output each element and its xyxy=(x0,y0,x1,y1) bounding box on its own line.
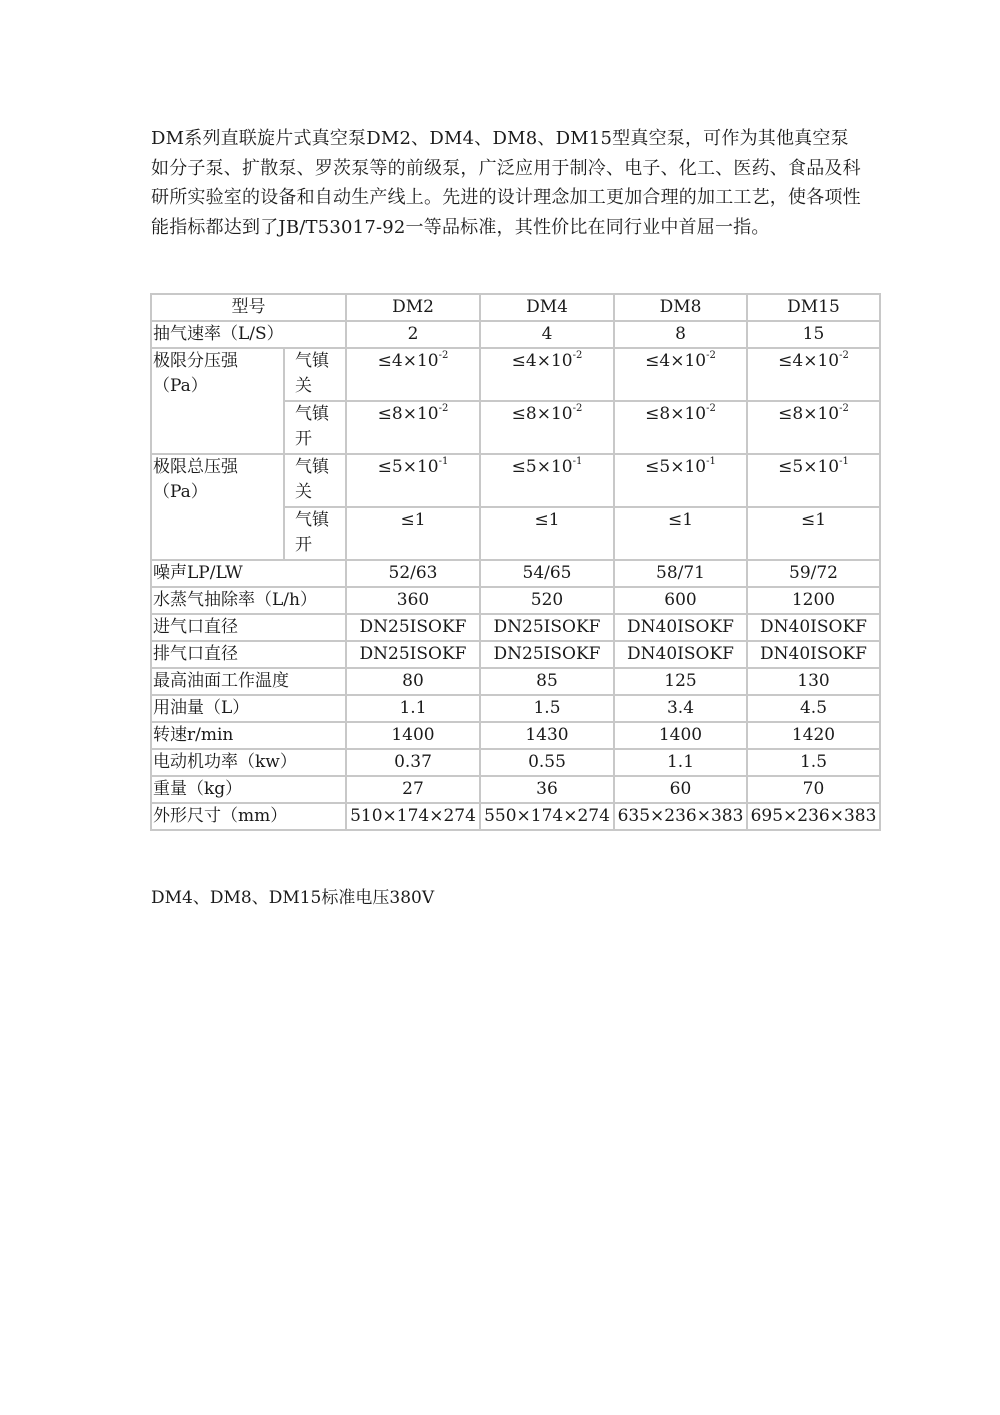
value-cell: DN25ISOKF xyxy=(346,614,480,641)
table-row xyxy=(151,641,880,668)
value-mantissa: ≤5×10 xyxy=(778,457,840,477)
sub-label: 气镇开 xyxy=(284,401,346,454)
table-row xyxy=(151,560,880,587)
value-cell xyxy=(346,454,480,507)
value-cell: 635×236×383 xyxy=(614,803,747,830)
value-cell: DN40ISOKF xyxy=(747,641,880,668)
value-cell: 130 xyxy=(747,668,880,695)
value-cell: 52/63 xyxy=(346,560,480,587)
value-cell xyxy=(346,401,480,454)
value-cell xyxy=(614,348,747,401)
value-cell: 125 xyxy=(614,668,747,695)
value-exponent: -2 xyxy=(572,403,583,414)
value-cell: 3.4 xyxy=(614,695,747,722)
row-label: 电动机功率（kw） xyxy=(151,749,346,776)
value-cell: 1.5 xyxy=(747,749,880,776)
row-label: 进气口直径 xyxy=(151,614,346,641)
value-cell: 54/65 xyxy=(480,560,614,587)
value-mantissa: ≤8×10 xyxy=(511,404,573,424)
value-cell: 59/72 xyxy=(747,560,880,587)
table-row xyxy=(151,776,880,803)
value-cell: 1430 xyxy=(480,722,614,749)
value-cell: 0.55 xyxy=(480,749,614,776)
header-label-cell: 型号 xyxy=(151,294,346,321)
model-cell: DM8 xyxy=(614,294,747,321)
value-cell xyxy=(614,454,747,507)
model-cell: DM15 xyxy=(747,294,880,321)
value-mantissa: ≤5×10 xyxy=(511,457,573,477)
value-cell: 27 xyxy=(346,776,480,803)
value-exponent: -1 xyxy=(438,456,449,467)
value-cell: ≤1 xyxy=(480,507,614,560)
value-mantissa: ≤5×10 xyxy=(377,457,439,477)
value-mantissa: ≤4×10 xyxy=(377,351,439,371)
value-cell: 1200 xyxy=(747,587,880,614)
sub-label: 气镇关 xyxy=(284,348,346,401)
value-cell xyxy=(480,454,614,507)
table-row xyxy=(151,722,880,749)
value-exponent: -1 xyxy=(839,456,849,467)
value-cell: 600 xyxy=(614,587,747,614)
model-cell: DM2 xyxy=(346,294,480,321)
value-cell xyxy=(614,401,747,454)
value-exponent: -1 xyxy=(706,456,716,467)
value-cell: DN40ISOKF xyxy=(614,614,747,641)
value-mantissa: ≤4×10 xyxy=(778,351,840,371)
value-cell: 520 xyxy=(480,587,614,614)
value-cell: 2 xyxy=(346,321,480,348)
value-mantissa: ≤8×10 xyxy=(645,404,707,424)
value-cell: 58/71 xyxy=(614,560,747,587)
value-cell: ≤1 xyxy=(614,507,747,560)
value-cell: 1400 xyxy=(614,722,747,749)
row-label: 排气口直径 xyxy=(151,641,346,668)
pump-speed-row xyxy=(151,321,880,348)
value-cell: 1400 xyxy=(346,722,480,749)
value-mantissa: ≤4×10 xyxy=(511,351,573,371)
value-cell xyxy=(346,348,480,401)
value-mantissa: ≤8×10 xyxy=(377,404,439,424)
value-cell: 1.1 xyxy=(614,749,747,776)
row-label: 极限总压强（Pa） xyxy=(151,454,284,560)
value-cell: 85 xyxy=(480,668,614,695)
value-exponent: -2 xyxy=(438,350,449,361)
value-cell: 0.37 xyxy=(346,749,480,776)
value-exponent: -2 xyxy=(706,350,716,361)
voltage-note: DM4、DM8、DM15标准电压380V xyxy=(151,888,435,908)
value-cell: DN25ISOKF xyxy=(346,641,480,668)
value-cell xyxy=(747,401,880,454)
value-cell: 60 xyxy=(614,776,747,803)
table-row xyxy=(151,587,880,614)
value-cell: 15 xyxy=(747,321,880,348)
value-cell xyxy=(480,401,614,454)
value-mantissa: ≤4×10 xyxy=(645,351,707,371)
header-row xyxy=(151,294,880,321)
value-cell: 4 xyxy=(480,321,614,348)
row-label: 极限分压强（Pa） xyxy=(151,348,284,454)
value-exponent: -2 xyxy=(839,350,849,361)
model-cell: DM4 xyxy=(480,294,614,321)
row-label: 噪声LP/LW xyxy=(151,560,346,587)
sub-label: 气镇开 xyxy=(284,507,346,560)
value-cell: DN40ISOKF xyxy=(614,641,747,668)
value-mantissa: ≤8×10 xyxy=(778,404,840,424)
value-exponent: -2 xyxy=(572,350,583,361)
row-label: 用油量（L） xyxy=(151,695,346,722)
simple-rows xyxy=(151,560,880,830)
partial-pressure-closed-row xyxy=(151,348,880,401)
value-mantissa: ≤5×10 xyxy=(645,457,707,477)
value-cell: 4.5 xyxy=(747,695,880,722)
value-cell xyxy=(747,454,880,507)
value-cell: ≤1 xyxy=(747,507,880,560)
value-cell: 36 xyxy=(480,776,614,803)
value-cell: 550×174×274 xyxy=(480,803,614,830)
value-exponent: -2 xyxy=(438,403,449,414)
value-cell: DN25ISOKF xyxy=(480,614,614,641)
value-cell: 695×236×383 xyxy=(747,803,880,830)
value-cell: DN40ISOKF xyxy=(747,614,880,641)
row-label: 水蒸气抽除率（L/h） xyxy=(151,587,346,614)
row-label: 外形尺寸（mm） xyxy=(151,803,346,830)
row-label: 抽气速率（L/S） xyxy=(151,321,346,348)
value-cell: 80 xyxy=(346,668,480,695)
value-cell: 8 xyxy=(614,321,747,348)
value-cell: 360 xyxy=(346,587,480,614)
value-cell: DN25ISOKF xyxy=(480,641,614,668)
value-exponent: -2 xyxy=(706,403,716,414)
value-cell: 1420 xyxy=(747,722,880,749)
value-cell: 510×174×274 xyxy=(346,803,480,830)
row-label: 重量（kg） xyxy=(151,776,346,803)
table-row xyxy=(151,749,880,776)
value-cell xyxy=(480,348,614,401)
value-cell: 1.5 xyxy=(480,695,614,722)
value-exponent: -1 xyxy=(572,456,583,467)
table-row xyxy=(151,614,880,641)
value-exponent: -2 xyxy=(839,403,849,414)
table-row xyxy=(151,803,880,830)
intro-paragraph: DM系列直联旋片式真空泵DM2、DM4、DM8、DM15型真空泵，可作为其他真空泵如分子泵、扩散泵、罗茨泵等的前级泵，广泛应用于制冷、电子、化工、医药、食品及科研所实验室的设备和自动生产线上。先进的设计理念加工更加合理的加工工艺，使各项性能指标都达到了JB/T53017-92一等品标准，其性价比在同行业中首屈一指。 xyxy=(151,128,861,238)
value-cell: 70 xyxy=(747,776,880,803)
spec-table xyxy=(150,293,881,831)
total-pressure-closed-row xyxy=(151,454,880,507)
sub-label: 气镇关 xyxy=(284,454,346,507)
value-cell: 1.1 xyxy=(346,695,480,722)
row-label: 转速r/min xyxy=(151,722,346,749)
value-cell: ≤1 xyxy=(346,507,480,560)
row-label: 最高油面工作温度 xyxy=(151,668,346,695)
table-row xyxy=(151,695,880,722)
table-row xyxy=(151,668,880,695)
value-cell xyxy=(747,348,880,401)
